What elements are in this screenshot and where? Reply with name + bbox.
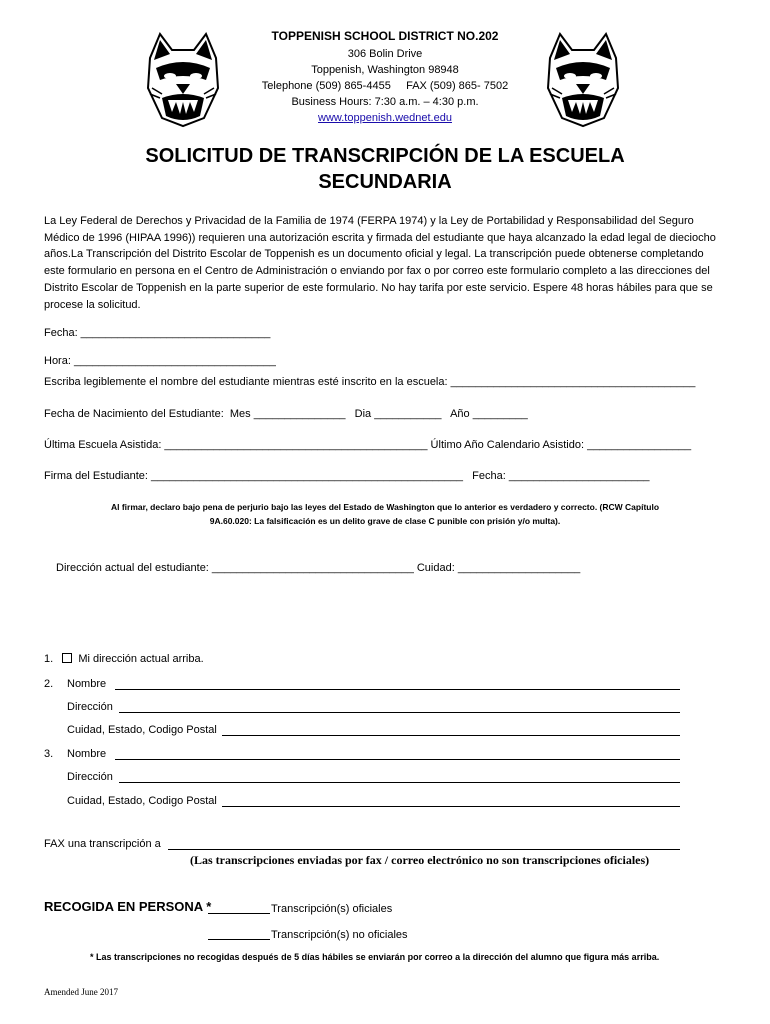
website-link[interactable]: www.toppenish.wednet.edu	[318, 112, 452, 124]
district-phone: Telephone (509) 865-4455 FAX (509) 865- 7502	[261, 80, 509, 92]
signature-field[interactable]: Firma del Estudiante: ___________________________________________________ Fecha: _______________________	[44, 470, 650, 482]
city-state-zip-line[interactable]	[222, 794, 680, 807]
city-state-zip-label: Cuidad, Estado, Codigo Postal	[67, 795, 217, 807]
nombre-line[interactable]	[115, 677, 680, 690]
option-number: 2.	[44, 678, 54, 690]
official-line[interactable]	[208, 901, 270, 914]
direccion-label: Dirección	[67, 701, 113, 713]
district-name: TOPPENISH SCHOOL DISTRICT NO.202	[271, 29, 499, 43]
official-transcripts-label: Transcripción(s) oficiales	[271, 903, 393, 915]
last-school-field[interactable]: Última Escuela Asistida: ___________________________________________ Último Año Calendario Asistido: _________________	[44, 439, 692, 451]
checkbox-icon[interactable]	[62, 653, 72, 663]
nombre-label: Nombre	[67, 678, 107, 690]
fax-label: FAX una transcripción a	[44, 838, 161, 850]
student-name-field[interactable]: Escriba legiblemente el nombre del estudiante mientras esté inscrito en la escuela: ________________________________________	[44, 376, 696, 388]
perjury-notice: Al firmar, declaro bajo pena de perjurio bajo las leyes del Estado de Washington que lo anterior es verdadero y correcto. (RCW Capítulo 9A.60.020: La falsificación es un delito grave de clase C punible con prisión y/o multa).	[110, 502, 660, 526]
form-title-line1: SOLICITUD DE TRANSCRIPCIÓN DE LA ESCUELA	[145, 145, 625, 167]
fecha-field[interactable]: Fecha: _______________________________	[44, 327, 271, 339]
current-address-field[interactable]: Dirección actual del estudiante: _________________________________ Cuidad: ____________________	[56, 562, 581, 574]
business-hours: Business Hours: 7:30 a.m. – 4:30 p.m.	[291, 96, 479, 108]
pickup-label: RECOGIDA EN PERSONA *	[44, 899, 212, 914]
option-1	[44, 652, 204, 666]
nombre-label: Nombre	[67, 748, 107, 760]
hora-field[interactable]: Hora: _________________________________	[44, 355, 276, 367]
nombre-line[interactable]	[115, 747, 680, 760]
option-number: 1.	[44, 653, 54, 665]
option-1-label: Mi dirección actual arriba.	[78, 653, 204, 665]
pickup-note: * Las transcripciones no recogidas después de 5 días hábiles se enviarán por correo a la dirección del alumno que figura más arriba.	[90, 952, 660, 962]
form-title	[0, 143, 770, 195]
unofficial-transcripts-label: Transcripción(s) no oficiales	[271, 929, 408, 941]
city-state-zip-label: Cuidad, Estado, Codigo Postal	[67, 724, 217, 736]
fax-note: (Las transcripciones enviadas por fax / correo electrónico no son transcripciones oficiales)	[190, 853, 650, 867]
option-number: 3.	[44, 748, 54, 760]
unofficial-line[interactable]	[208, 927, 270, 940]
direccion-line[interactable]	[119, 700, 680, 713]
intro-paragraph: La Ley Federal de Derechos y Privacidad de la Familia de 1974 (FERPA 1974) y la Ley de Portabilidad y Responsabilidad del Seguro Médico de 1996 (HIPAA 1996)) requieren una autorización escrita y firmada del estudiante que haya alcanzado la edad legal de dieciocho años.La Transcripción del Distrito Escolar de Toppenish es un documento oficial y legal. La transcripción puede obtenerse completando este formulario en persona en el Centro de Administración o enviando por fax o por correo este formulario completo a las direcciones del Distrito Escolar de Toppenish en la parte superior de este formulario. No hay tarifa por este servicio. Espere 48 horas hábiles para que se procese la solicitud.	[44, 215, 716, 311]
fax-line[interactable]	[168, 837, 680, 850]
direccion-label: Dirección	[67, 771, 113, 783]
birth-date-field[interactable]: Fecha de Nacimiento del Estudiante: Mes _______________ Dia ___________ Año _________	[44, 408, 528, 420]
city-state-zip-line[interactable]	[222, 723, 680, 736]
amended-date: Amended June 2017	[44, 987, 118, 997]
form-title-line2: SECUNDARIA	[318, 171, 452, 193]
direccion-line[interactable]	[119, 770, 680, 783]
district-address: 306 Bolin Drive	[347, 48, 423, 60]
district-city: Toppenish, Washington 98948	[311, 64, 459, 76]
